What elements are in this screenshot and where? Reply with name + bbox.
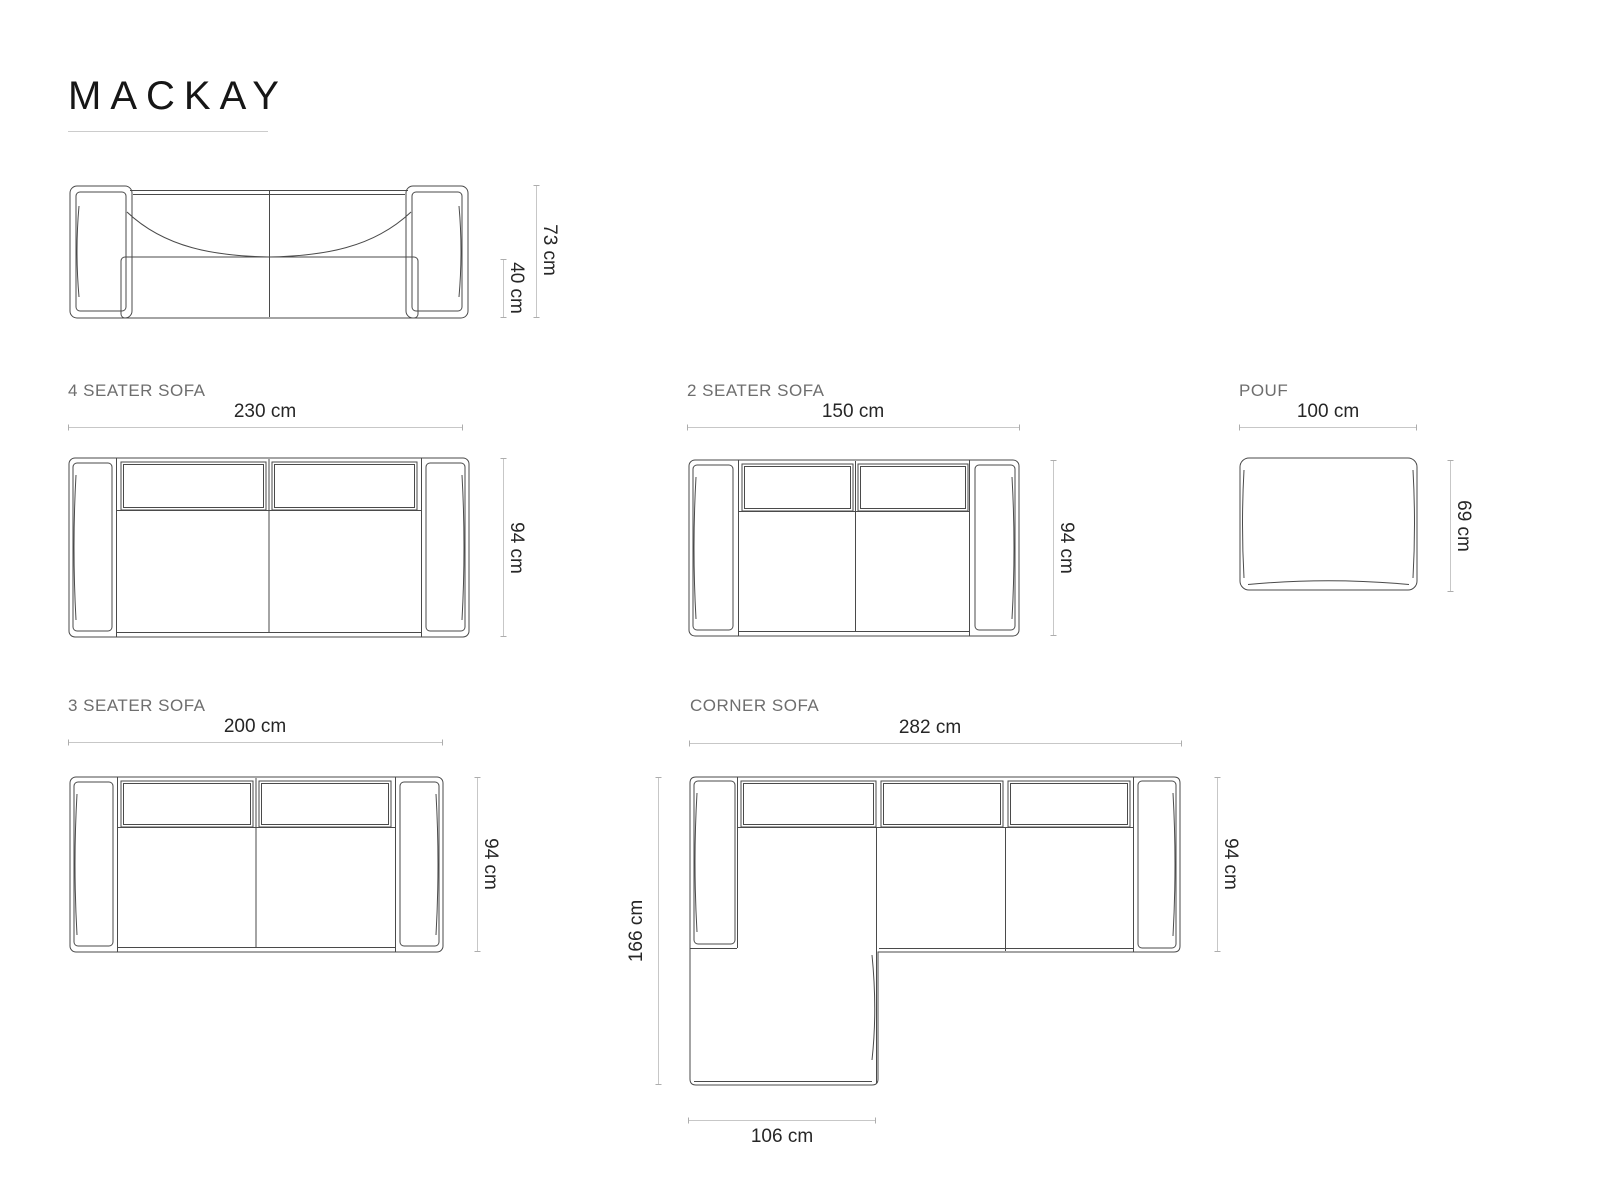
corner-left-arm bbox=[694, 781, 735, 944]
corner-back-cushion-1-inner bbox=[744, 784, 874, 825]
four-seater-back-cushion-1-inner bbox=[124, 465, 264, 508]
front-left-armrest bbox=[70, 186, 132, 318]
pouf-left-curve bbox=[1243, 470, 1245, 578]
page-title: MACKAY bbox=[68, 74, 288, 118]
corner-back-cushion-3-inner bbox=[1011, 784, 1128, 825]
three-seater-right-arm-curve bbox=[436, 794, 438, 935]
three-seater-depth-value: 94 cm bbox=[480, 838, 501, 890]
pouf-depth-value: 69 cm bbox=[1453, 500, 1474, 552]
two-seater-right-arm bbox=[975, 465, 1015, 630]
three-seater-width-value: 200 cm bbox=[223, 716, 287, 737]
four-seater-left-arm bbox=[73, 463, 112, 631]
corner-width-value: 282 cm bbox=[898, 717, 962, 738]
two-seater-left-arm bbox=[693, 465, 733, 630]
three-seater-back-cushion-2 bbox=[259, 781, 391, 827]
title-underline bbox=[68, 131, 268, 132]
four-seater-drawing bbox=[69, 458, 469, 637]
corner-depth-value: 94 cm bbox=[1220, 838, 1241, 890]
pouf-label: POUF bbox=[1239, 381, 1289, 400]
two-seater-back-cushion-2-inner bbox=[861, 467, 966, 509]
three-seater-right-arm bbox=[400, 782, 439, 946]
two-seater-back-cushion-1 bbox=[742, 464, 853, 511]
three-seater-drawing bbox=[70, 777, 443, 952]
two-seater-width-value: 150 cm bbox=[821, 401, 885, 422]
corner-back-cushion-1 bbox=[741, 781, 876, 827]
four-seater-back-cushion-2 bbox=[272, 462, 417, 510]
front-right-armrest-curve bbox=[459, 206, 461, 297]
two-seater-drawing bbox=[689, 460, 1019, 636]
two-seater-depth-value: 94 cm bbox=[1056, 522, 1077, 574]
corner-back-cushion-3 bbox=[1008, 781, 1130, 827]
three-seater-back-cushion-1-inner bbox=[124, 784, 251, 825]
two-seater-back-cushion-2 bbox=[858, 464, 968, 511]
front-height-value: 73 cm bbox=[539, 224, 560, 276]
two-seater-right-arm-curve bbox=[1012, 477, 1014, 619]
two-seater-back-cushion-1-inner bbox=[745, 467, 851, 509]
three-seater-left-arm-curve bbox=[75, 794, 77, 935]
pouf-bottom-curve bbox=[1248, 581, 1409, 585]
corner-back-cushion-2 bbox=[881, 781, 1003, 827]
four-seater-depth-value: 94 cm bbox=[506, 522, 527, 574]
four-seater-back-cushion-2-inner bbox=[275, 465, 415, 508]
four-seater-left-arm-curve bbox=[74, 475, 76, 620]
four-seater-width-value: 230 cm bbox=[233, 401, 297, 422]
dimension-lines bbox=[68, 185, 1454, 1124]
three-seater-label: 3 SEATER SOFA bbox=[68, 696, 206, 715]
front-right-armrest-inner bbox=[412, 192, 462, 311]
corner-sofa-drawing bbox=[690, 777, 1180, 1085]
corner-sofa-label: CORNER SOFA bbox=[690, 696, 820, 715]
pouf-outline bbox=[1240, 458, 1417, 590]
four-seater-back-cushion-1 bbox=[121, 462, 266, 510]
three-seater-back-cushion-2-inner bbox=[262, 784, 389, 825]
front-right-cushion-curve bbox=[269, 212, 411, 257]
three-seater-left-arm bbox=[74, 782, 113, 946]
corner-back-cushion-2-inner bbox=[884, 784, 1001, 825]
pouf-drawing bbox=[1240, 458, 1417, 590]
front-seat-height-value: 40 cm bbox=[506, 262, 527, 314]
two-seater-left-arm-curve bbox=[694, 477, 696, 619]
corner-length-value: 166 cm bbox=[626, 899, 647, 963]
front-right-armrest bbox=[406, 186, 468, 318]
four-seater-right-arm-curve bbox=[462, 475, 464, 620]
two-seater-label: 2 SEATER SOFA bbox=[687, 381, 825, 400]
four-seater-label: 4 SEATER SOFA bbox=[68, 381, 206, 400]
corner-outline bbox=[690, 777, 1180, 1085]
three-seater-back-cushion-1 bbox=[121, 781, 253, 827]
sofa-front-view-drawing bbox=[70, 186, 468, 318]
corner-chaise-width-value: 106 cm bbox=[750, 1126, 814, 1147]
front-left-cushion-curve bbox=[127, 212, 269, 257]
corner-left-arm-curve bbox=[695, 793, 697, 932]
front-left-armrest-curve bbox=[77, 206, 79, 297]
corner-right-arm-curve bbox=[1173, 793, 1175, 936]
corner-right-arm bbox=[1138, 781, 1176, 948]
corner-chaise-edge-curve bbox=[872, 955, 875, 1060]
pouf-right-curve bbox=[1413, 470, 1415, 578]
front-left-armrest-inner bbox=[76, 192, 126, 311]
four-seater-right-arm bbox=[426, 463, 465, 631]
pouf-width-value: 100 cm bbox=[1296, 401, 1360, 422]
